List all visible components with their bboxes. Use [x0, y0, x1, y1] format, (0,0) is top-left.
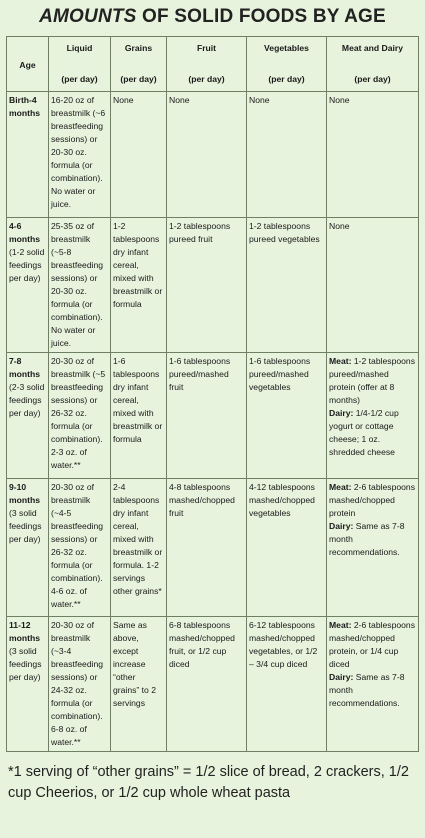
meat-label: Meat:: [329, 620, 352, 630]
liquid-cell: 20-30 oz of breastmilk (~3-4 breastfeeding sessions) or 24-32 oz. formula (or combination). 6-8 oz. of water.**: [49, 617, 111, 752]
fruit-cell: 1-2 tablespoons pureed fruit: [167, 218, 247, 353]
header-fruit-label: Fruit: [196, 43, 217, 53]
grains-cell: 1-2 tablespoons dry infant cereal, mixed with breastmilk or formula: [111, 218, 167, 353]
title-emphasis: AMOUNTS: [39, 6, 137, 27]
grains-cell: 1-6 tablespoons dry infant cereal, mixed with breastmilk or formula: [111, 353, 167, 479]
meat-text: 1-2 tablespoons pureed/mashed protein (offer at 8 months): [329, 356, 415, 405]
age-feedings: (2-3 solid feedings per day): [9, 382, 45, 418]
liquid-cell: 16-20 oz of breastmilk (~6 breastfeeding sessions) or 20-30 oz. formula (or combination). No water or juice.: [49, 92, 111, 218]
age-cell: [7, 479, 49, 617]
meat-dairy-cell: [327, 92, 419, 218]
fruit-cell: 1-6 tablespoons pureed/mashed fruit: [167, 353, 247, 479]
age-label: 7-8 months: [9, 356, 41, 379]
age-label: Birth-4 months: [9, 95, 41, 118]
dairy-label: Dairy:: [329, 521, 354, 531]
meat-label: Meat:: [329, 356, 352, 366]
age-cell: [7, 353, 49, 479]
header-liquid-per-day: (per day): [61, 74, 98, 84]
grains-cell: None: [111, 92, 167, 218]
header-vegetables: [247, 37, 327, 92]
liquid-cell: 25-35 oz of breastmilk (~5-8 breastfeeding sessions) or 20-30 oz. formula (or combination). No water or juice.: [49, 218, 111, 353]
header-fruit-per-day: (per day): [188, 74, 225, 84]
grains-cell: 2-4 tablespoons dry infant cereal, mixed with breastmilk or formula. 1-2 servings other grains*: [111, 479, 167, 617]
header-meat-dairy: [327, 37, 419, 92]
header-grains-label: Grains: [124, 43, 153, 53]
age-label: 9-10 months: [9, 482, 41, 505]
meat-label: Meat:: [329, 482, 352, 492]
meat-dairy-cell: [327, 218, 419, 353]
vegetables-cell: 4-12 tablespoons mashed/chopped vegetables: [247, 479, 327, 617]
header-grains: [111, 37, 167, 92]
dairy-text: Same as 7-8 month recommendations.: [329, 521, 405, 557]
meat-dairy-cell: [327, 479, 419, 617]
meat-dairy-cell: [327, 353, 419, 479]
age-feedings: (3 solid feedings per day): [9, 646, 42, 682]
vegetables-cell: None: [247, 92, 327, 218]
page-title: [0, 6, 425, 28]
dairy-label: Dairy:: [329, 408, 354, 418]
meat-text: 2-6 tablespoons mashed/chopped protein: [329, 482, 415, 518]
header-meat-dairy-label: Meat and Dairy: [341, 43, 404, 53]
title-rest: OF SOLID FOODS BY AGE: [136, 6, 386, 27]
header-vegetables-label: Vegetables: [264, 43, 309, 53]
header-grains-per-day: (per day): [120, 74, 157, 84]
fruit-cell: 6-8 tablespoons mashed/chopped fruit, or 1/2 cup diced: [167, 617, 247, 752]
age-label: 4-6 months: [9, 221, 41, 244]
header-age-label: Age: [19, 60, 36, 70]
header-liquid-label: Liquid: [66, 43, 93, 53]
table-row: [7, 92, 419, 218]
footnote: *1 serving of “other grains” = 1/2 slice of bread, 2 crackers, 1/2 cup Cheerios, or 1/2 cup whole wheat pasta: [8, 764, 409, 801]
vegetables-cell: 1-6 tablespoons pureed/mashed vegetables: [247, 353, 327, 479]
age-cell: [7, 218, 49, 353]
dairy-text: 1/4-1/2 cup yogurt or cottage cheese; 1 oz. shredded cheese: [329, 408, 399, 457]
header-age: [7, 37, 49, 92]
table-row: [7, 353, 419, 479]
meat-dairy-cell: [327, 617, 419, 752]
table-row: [7, 218, 419, 353]
age-label: 11-12 months: [9, 620, 41, 643]
table-row: [7, 617, 419, 752]
liquid-cell: 20-30 oz of breastmilk (~5 breastfeeding sessions) or 26-32 oz. formula (or combination). 2-3 oz. of water.**: [49, 353, 111, 479]
fruit-cell: None: [167, 92, 247, 218]
vegetables-cell: 1-2 tablespoons pureed vegetables: [247, 218, 327, 353]
meat-text: None: [329, 221, 350, 231]
dairy-label: Dairy:: [329, 672, 354, 682]
header-row: [7, 37, 419, 92]
fruit-cell: 4-8 tablespoons mashed/chopped fruit: [167, 479, 247, 617]
age-feedings: (1-2 solid feedings per day): [9, 247, 45, 283]
age-cell: [7, 617, 49, 752]
header-fruit: [167, 37, 247, 92]
liquid-cell: 20-30 oz of breastmilk (~4-5 breastfeeding sessions) or 26-32 oz. formula (or combination). 4-6 oz. of water.**: [49, 479, 111, 617]
vegetables-cell: 6-12 tablespoons mashed/chopped vegetables, or 1/2 – 3/4 cup diced: [247, 617, 327, 752]
header-liquid: [49, 37, 111, 92]
solid-foods-table: [6, 36, 419, 752]
age-feedings: (3 solid feedings per day): [9, 508, 42, 544]
grains-cell: Same as above, except increase “other grains” to 2 servings: [111, 617, 167, 752]
age-cell: [7, 92, 49, 218]
dairy-text: Same as 7-8 month recommendations.: [329, 672, 405, 708]
header-meat-dairy-per-day: (per day): [354, 74, 391, 84]
meat-text: 2-6 tablespoons mashed/chopped protein, or 1/4 cup diced: [329, 620, 415, 669]
meat-text: None: [329, 95, 350, 105]
table-row: [7, 479, 419, 617]
header-vegetables-per-day: (per day): [268, 74, 305, 84]
